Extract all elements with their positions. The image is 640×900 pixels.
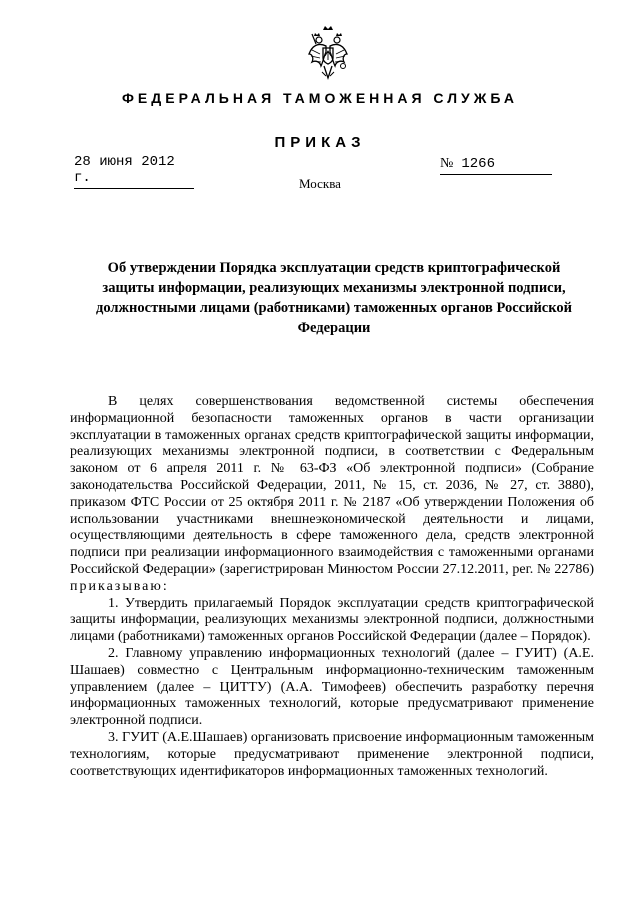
intro-text: В целях совершенствования ведомственной системы обеспечения информационной безопасности таможенных органов в части организации эксплуатации в таможенных органах средств криптографической защиты информации, реализующих механизмы электронной подписи, в соответствии с Федеральным законом от 6 апреля 2011 г. № 63-ФЗ «Об электронной подписи» (Собрание законодательства Российской Федерации, 2011, № 15, ст. 2036, № 27, ст. 3880), приказом ФТС России от 25 октября 2011 г. № 2187 «Об утверждении Положения об использовании участниками внешнеэкономической деятельности и лицами, осуществляющими деятельность в сфере таможенного дела, средств электронной подписи при реализации информационного взаимодействия с таможенными органами Российской Федерации» (зарегистрирован Минюстом России 27.12.2011, рег. № 22786): [70, 394, 594, 577]
document-title: Об утверждении Порядка эксплуатации средств криптографической защиты информации, реализующих механизмы электронной подписи, должностными лицами (работниками) таможенных органов Российской Федерации: [96, 260, 573, 336]
document-date: 28 июня 2012 г.: [74, 154, 194, 189]
list-item: 2. Главному управлению информационных технологий (далее – ГУИТ) (А.Е. Шашаев) совместно с Центральным информационно-техническим таможенным управлением (далее – ЦИТТУ) (А.А. Тимофеев) обеспечить разработку перечня информационных таможенных технологий, которые предусматривают применение электронной подписи.: [70, 645, 594, 729]
intro-paragraph: [70, 394, 594, 596]
number-field: [440, 156, 552, 175]
document-type: ПРИКАЗ: [274, 134, 366, 151]
list-item: 3. ГУИТ (А.Е.Шашаев) организовать присвоение информационным таможенным технологиям, которые предусматривают применение электронной подписи, соответствующих идентификаторов информационных таможенных технологий.: [70, 729, 594, 779]
coat-of-arms-icon: [306, 24, 350, 84]
document-body: [70, 394, 594, 780]
list-item: 1. Утвердить прилагаемый Порядок эксплуатации средств криптографической защиты информации, реализующих механизмы электронной подписи, должностными лицами (работниками) таможенных органов Российской Федерации (далее – Порядок).: [70, 595, 594, 645]
command-word: приказываю:: [70, 578, 169, 594]
agency-name: ФЕДЕРАЛЬНАЯ ТАМОЖЕННАЯ СЛУЖБА: [121, 90, 519, 106]
document-number: 1266: [461, 156, 495, 172]
city: Москва: [299, 176, 341, 191]
number-symbol: №: [440, 156, 454, 171]
